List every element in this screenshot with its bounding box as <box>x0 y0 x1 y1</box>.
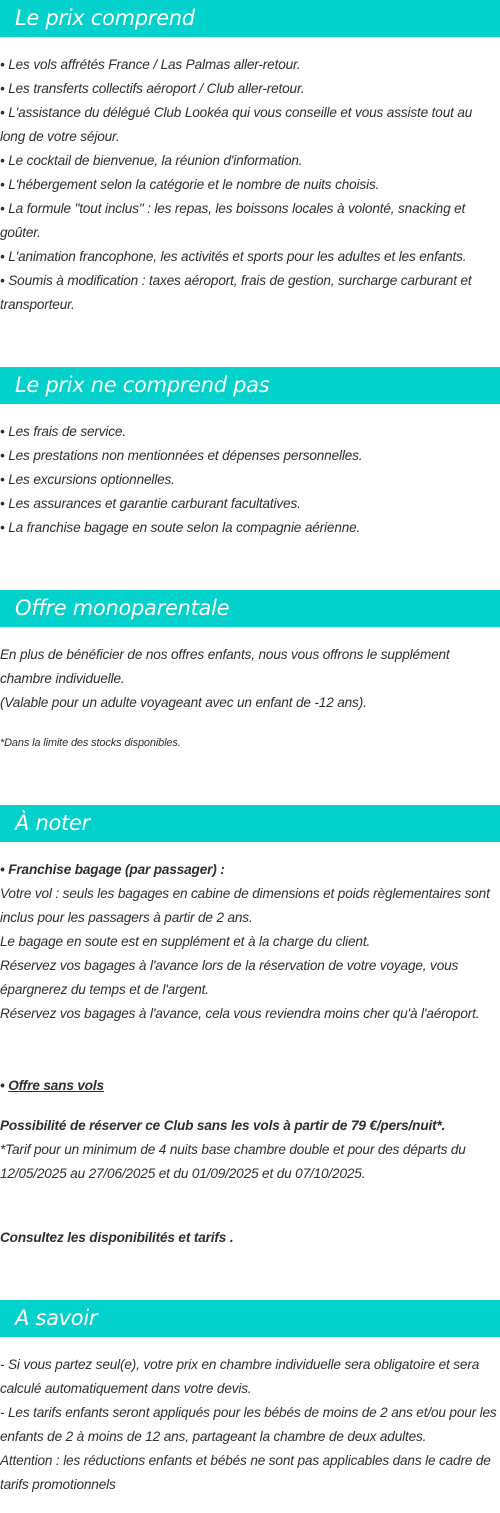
paragraph: Réservez vos bagages à l'avance, cela vous reviendra moins cher qu'à l'aéroport. <box>0 1006 480 1021</box>
list-item: • Les excursions optionnelles. <box>0 472 175 487</box>
offre-monoparentale-content <box>0 643 500 715</box>
paragraph: Le bagage en soute est en supplément et à la charge du client. <box>0 934 371 949</box>
bullet: • <box>0 1078 9 1093</box>
offre-sans-vols-label: Offre sans vols <box>8 1078 104 1093</box>
section-header-offre-monoparentale: Offre monoparentale <box>0 590 500 627</box>
paragraph: - Si vous partez seul(e), votre prix en chambre individuelle sera obligatoire et sera calculé automatiquement dans votre devis. <box>0 1357 480 1396</box>
section-header-a-savoir: A savoir <box>0 1300 500 1337</box>
list-item: • L'animation francophone, les activités et sports pour les adultes et les enfants. <box>0 249 467 264</box>
list-item: • La franchise bagage en soute selon la compagnie aérienne. <box>0 520 361 535</box>
list-item: • L'hébergement selon la catégorie et le nombre de nuits choisis. <box>0 177 380 192</box>
offre-sans-vols-details <box>0 1114 500 1186</box>
paragraph: Attention : les réductions enfants et bébés ne sont pas applicables dans le cadre de tarifs promotionnels <box>0 1453 491 1492</box>
section-header-a-noter: À noter <box>0 805 500 842</box>
consultez-block <box>0 1226 500 1250</box>
a-savoir-content <box>0 1353 500 1497</box>
list-prix-comprend <box>0 53 500 317</box>
a-noter-content <box>0 858 500 1026</box>
list-item: • Soumis à modification : taxes aéroport, frais de gestion, surcharge carburant et transporteur. <box>0 273 472 312</box>
paragraph: (Valable pour un adulte voyageant avec un enfant de -12 ans). <box>0 695 367 710</box>
list-item: • Les prestations non mentionnées et dépenses personnelles. <box>0 448 363 463</box>
offre-note: *Tarif pour un minimum de 4 nuits base chambre double et pour des départs du 12/05/2025 au 27/06/2025 et du 01/09/2025 et du 07/10/2025. <box>0 1142 466 1181</box>
paragraph: Réservez vos bagages à l'avance lors de la réservation de votre voyage, vous épargnerez du temps et de l'argent. <box>0 958 459 997</box>
offre-sans-vols-heading <box>0 1074 500 1098</box>
paragraph: - Les tarifs enfants seront appliqués pour les bébés de moins de 2 ans et/ou pour les enfants de 2 à moins de 12 ans, partageant la chambre de deux adultes. <box>0 1405 497 1444</box>
offre-price-text: Possibilité de réserver ce Club sans les vols à partir de 79 €/pers/nuit*. <box>0 1118 446 1133</box>
list-item: • Les assurances et garantie carburant facultatives. <box>0 496 301 511</box>
stock-note <box>0 734 500 752</box>
section-header-prix-ne-comprend-pas: Le prix ne comprend pas <box>0 367 500 404</box>
list-prix-ne-comprend-pas <box>0 420 500 540</box>
footnote: *Dans la limite des stocks disponibles. <box>0 737 181 749</box>
offre-sans-vols-block <box>0 1074 500 1098</box>
list-item: • Les frais de service. <box>0 424 126 439</box>
paragraph: En plus de bénéficier de nos offres enfants, nous vous offrons le supplément chambre individuelle. <box>0 647 450 686</box>
list-item: • La formule "tout inclus" : les repas, les boissons locales à volonté, snacking et goûter. <box>0 201 466 240</box>
franchise-heading: • Franchise bagage (par passager) : <box>0 862 225 877</box>
list-item: • Les vols affrétés France / Las Palmas aller-retour. <box>0 57 301 72</box>
list-item: • Les transferts collectifs aéroport / Club aller-retour. <box>0 81 305 96</box>
list-item: • L'assistance du délégué Club Lookéa qui vous conseille et vous assiste tout au long de votre séjour. <box>0 105 473 144</box>
section-header-prix-comprend: Le prix comprend <box>0 0 500 37</box>
list-item: • Le cocktail de bienvenue, la réunion d'information. <box>0 153 303 168</box>
consultez-link[interactable]: Consultez les disponibilités et tarifs . <box>0 1230 234 1245</box>
paragraph: Votre vol : seuls les bagages en cabine de dimensions et poids règlementaires sont inclus pour les passagers à partir de 2 ans. <box>0 886 490 925</box>
